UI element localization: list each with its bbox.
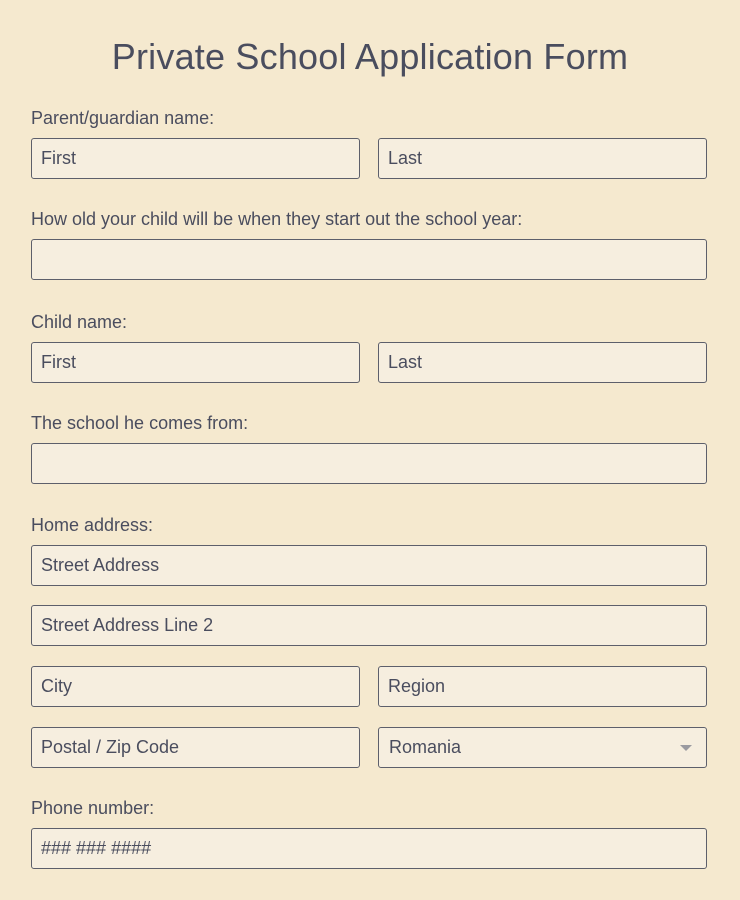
previous-school-input[interactable] [31, 443, 707, 484]
phone-number-input[interactable] [31, 828, 707, 869]
child-first-name-input[interactable] [31, 342, 360, 383]
child-name-label: Child name: [31, 312, 128, 332]
city-input[interactable] [31, 666, 360, 707]
country-selected-value: Romania [389, 737, 462, 757]
street-address-input[interactable] [31, 545, 707, 586]
home-address-label: Home address: [31, 515, 154, 535]
street-address-line2-input[interactable] [31, 605, 707, 646]
country-select[interactable] [378, 727, 707, 768]
child-age-label: How old your child will be when they start out the school year: [31, 209, 523, 229]
chevron-down-icon [680, 745, 692, 751]
child-last-name-input[interactable] [378, 342, 707, 383]
page-title: Private School Application Form [111, 36, 629, 77]
postal-code-input[interactable] [31, 727, 360, 768]
phone-number-label: Phone number: [31, 798, 155, 818]
previous-school-label: The school he comes from: [31, 413, 249, 433]
region-input[interactable] [378, 666, 707, 707]
parent-name-label: Parent/guardian name: [31, 108, 215, 128]
child-age-input[interactable] [31, 239, 707, 280]
parent-last-name-input[interactable] [378, 138, 707, 179]
parent-first-name-input[interactable] [31, 138, 360, 179]
